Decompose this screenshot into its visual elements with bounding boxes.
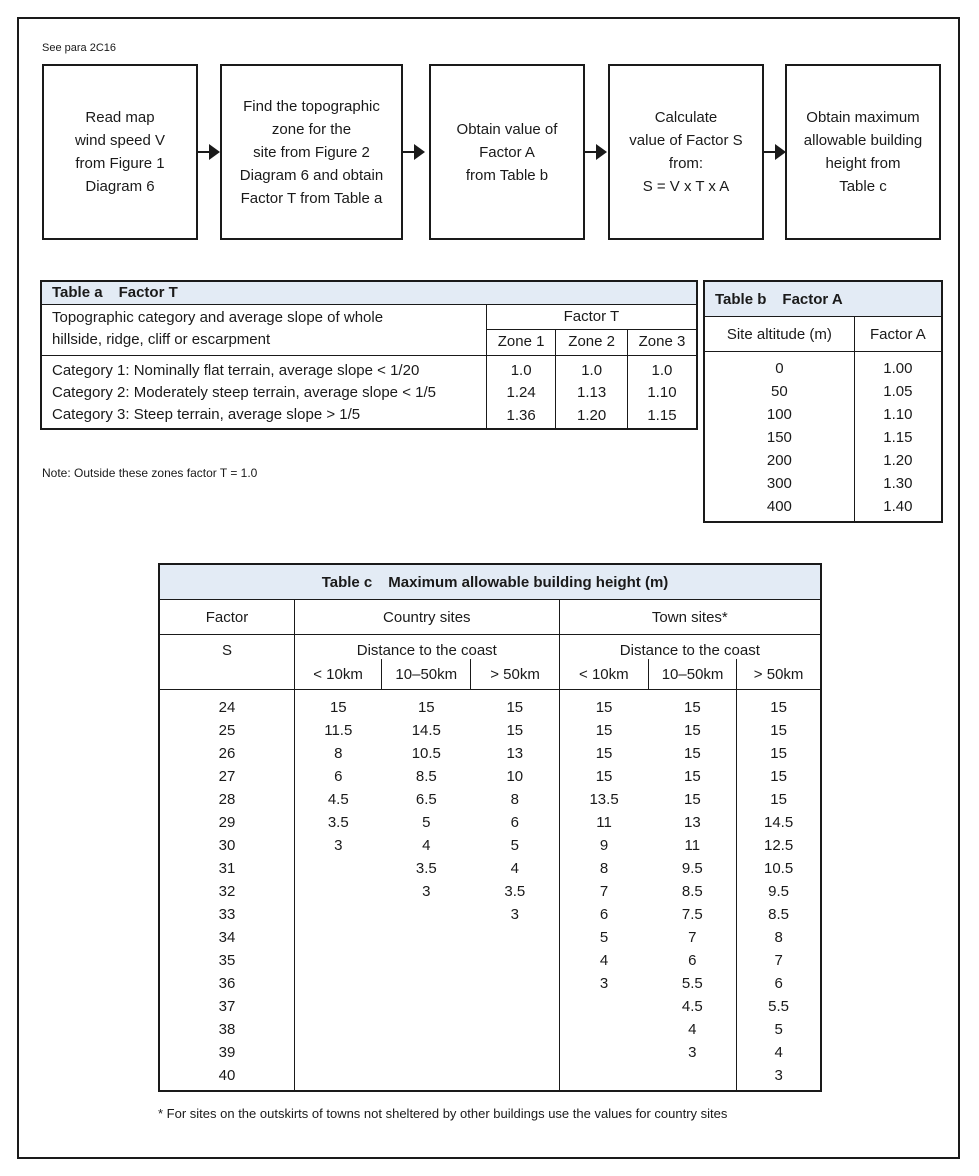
height-cell — [471, 995, 559, 1018]
factor-s-cell: 39 — [159, 1041, 294, 1064]
table-row — [159, 880, 821, 903]
height-cell — [471, 1041, 559, 1064]
height-cell: 15 — [648, 719, 736, 742]
height-cell: 6 — [471, 811, 559, 834]
table-c-country-head: Country sites — [294, 600, 559, 635]
factor-a-cell: 1.00 — [883, 360, 913, 377]
table-row — [159, 742, 821, 765]
factor-s-cell: 34 — [159, 926, 294, 949]
height-cell: 14.5 — [764, 814, 794, 831]
table-c-band-head: < 10km — [559, 659, 648, 690]
height-cell: 15 — [770, 745, 787, 762]
flow-step-line: from Table b — [465, 166, 549, 184]
table-row — [159, 719, 821, 742]
table-a-zone-head: Zone 1 — [486, 329, 556, 356]
flow-step-line: from Figure 1 — [75, 155, 165, 172]
table-c-max-height — [158, 563, 822, 1092]
table-b-title: Factor A — [782, 290, 843, 308]
height-cell: 8 — [334, 745, 343, 762]
factor-s-cell: 33 — [159, 903, 294, 926]
height-cell: 8.5 — [768, 906, 790, 923]
table-a-value: 1.0 — [651, 362, 673, 379]
table-c-label: Table c — [321, 573, 373, 591]
table-row — [159, 949, 821, 972]
height-cell — [294, 903, 381, 926]
table-a-value: 1.24 — [486, 382, 556, 404]
height-cell — [382, 1064, 471, 1091]
site-altitude-cell: 300 — [704, 472, 854, 495]
flow-step-box — [429, 64, 585, 240]
height-cell: 6 — [774, 975, 783, 992]
arrow-right-icon — [585, 144, 607, 160]
table-b-label: Table b — [715, 290, 767, 308]
table-row — [41, 356, 697, 383]
table-c-title: Maximum allowable building height (m) — [388, 573, 669, 591]
table-row — [159, 857, 821, 880]
factor-s-cell: 27 — [159, 765, 294, 788]
height-cell: 9.5 — [768, 883, 790, 900]
table-c-s-head: S — [159, 635, 294, 660]
flow-step-box — [42, 64, 198, 240]
factor-a-cell: 1.05 — [883, 383, 913, 400]
table-a-value: 1.13 — [556, 382, 628, 404]
height-cell: 3.5 — [415, 860, 437, 877]
height-cell: 5 — [774, 1021, 783, 1038]
height-cell: 13 — [648, 811, 736, 834]
flow-step-line: site from Figure 2 — [253, 143, 370, 161]
height-cell: 8 — [599, 860, 609, 877]
table-b-col-altitude: Site altitude (m) — [704, 317, 854, 352]
factor-s-cell: 31 — [159, 857, 294, 880]
flow-step-box — [220, 64, 403, 240]
factor-s-cell: 26 — [159, 742, 294, 765]
height-cell: 3 — [422, 883, 431, 900]
table-a-desc: Category 3: Steep terrain, average slope > 1/5 — [41, 404, 486, 429]
table-b-col-factor: Factor A — [854, 317, 942, 352]
flow-step-line: from: — [668, 155, 704, 172]
height-cell: 15 — [595, 745, 613, 762]
table-a-header — [41, 281, 697, 305]
table-c-town-distance: Distance to the coast — [619, 642, 760, 659]
factor-a-cell: 1.10 — [883, 406, 913, 423]
height-cell: 6 — [648, 949, 736, 972]
table-row — [159, 765, 821, 788]
factor-s-cell: 29 — [159, 811, 294, 834]
flow-step-line: Diagram 6 — [85, 178, 155, 195]
height-cell: 5.5 — [768, 998, 790, 1015]
height-cell — [559, 995, 648, 1018]
flow-step-line: height from — [825, 155, 901, 172]
height-cell — [294, 949, 381, 972]
table-a-desc: Category 2: Moderately steep terrain, average slope < 1/5 — [41, 382, 486, 404]
height-cell: 3.5 — [327, 814, 349, 831]
height-cell: 9 — [599, 837, 609, 854]
height-cell: 15 — [595, 699, 613, 716]
height-cell: 3 — [599, 975, 609, 992]
height-cell — [382, 1041, 471, 1064]
table-c-town-head: Town sites* — [559, 600, 821, 635]
height-cell: 15 — [648, 765, 736, 788]
factor-s-cell: 32 — [159, 880, 294, 903]
table-a-zone-head: Zone 2 — [556, 329, 628, 356]
factor-s-cell: 37 — [159, 995, 294, 1018]
height-cell — [471, 972, 559, 995]
height-cell — [471, 949, 559, 972]
height-cell: 15 — [648, 742, 736, 765]
table-b-header — [704, 281, 942, 317]
factor-s-cell: 35 — [159, 949, 294, 972]
height-cell: 8 — [471, 788, 559, 811]
factor-s-cell: 28 — [159, 788, 294, 811]
flow-step-line: Diagram 6 and obtain — [239, 166, 384, 184]
table-a-value: 1.0 — [486, 356, 556, 383]
table-a-value: 1.20 — [556, 404, 628, 429]
table-a-label: Table a — [52, 284, 103, 301]
height-cell — [382, 903, 471, 926]
height-cell — [471, 1064, 559, 1091]
table-row — [159, 972, 821, 995]
height-cell: 13 — [471, 742, 559, 765]
table-row — [704, 403, 942, 426]
flow-step-box — [608, 64, 764, 240]
height-cell: 5 — [422, 814, 431, 831]
height-cell: 3 — [648, 1041, 736, 1064]
flow-step-line: Read map — [85, 109, 155, 126]
height-cell: 12.5 — [764, 837, 794, 854]
table-a-desc: Category 1: Nominally flat terrain, average slope < 1/20 — [41, 356, 486, 383]
table-row — [159, 1018, 821, 1041]
height-cell: 13.5 — [589, 791, 619, 808]
factor-a-cell: 1.15 — [883, 429, 913, 446]
height-cell: 15 — [770, 699, 787, 716]
height-cell — [294, 880, 381, 903]
flow-step-line: zone for the — [271, 120, 352, 138]
height-cell: 15 — [595, 722, 613, 739]
height-cell: 15 — [770, 791, 787, 808]
table-row — [41, 382, 697, 404]
height-cell — [382, 926, 471, 949]
table-row — [704, 352, 942, 381]
table-c-footnote: * For sites on the outskirts of towns not sheltered by other buildings use the values for country sites — [158, 1106, 728, 1121]
factor-s-cell: 25 — [159, 719, 294, 742]
height-cell: 15 — [329, 699, 347, 716]
height-cell: 7.5 — [648, 903, 736, 926]
table-a-value: 1.15 — [647, 407, 677, 424]
table-row — [704, 495, 942, 522]
table-a-value: 1.0 — [556, 356, 628, 383]
height-cell: 6.5 — [415, 791, 437, 808]
table-row — [159, 903, 821, 926]
height-cell: 15 — [770, 768, 787, 785]
height-cell — [471, 1018, 559, 1041]
site-altitude-cell: 0 — [704, 352, 854, 381]
height-cell: 14.5 — [411, 722, 441, 739]
height-cell — [559, 1064, 648, 1091]
table-row — [159, 788, 821, 811]
height-cell: 15 — [471, 719, 559, 742]
table-c-band-head: > 50km — [471, 659, 559, 690]
table-a-value: 1.10 — [647, 384, 677, 401]
table-a-zone-head: Zone 3 — [627, 329, 697, 356]
factor-a-cell: 1.30 — [883, 475, 913, 492]
height-cell: 3 — [471, 903, 559, 926]
table-row — [704, 472, 942, 495]
flow-step-line: Factor T from Table a — [240, 189, 383, 207]
height-cell — [294, 1018, 381, 1041]
height-cell: 8.5 — [415, 768, 437, 785]
table-a-title: Factor T — [118, 284, 178, 301]
height-cell — [471, 926, 559, 949]
height-cell — [648, 1064, 736, 1091]
height-cell: 15 — [648, 690, 736, 720]
height-cell: 15 — [595, 768, 613, 785]
table-row — [159, 811, 821, 834]
height-cell — [294, 926, 381, 949]
site-altitude-cell: 50 — [704, 380, 854, 403]
table-c-band-head: 10–50km — [382, 659, 471, 690]
height-cell — [294, 995, 381, 1018]
site-altitude-cell: 400 — [704, 495, 854, 522]
table-a-factor-head: Factor T — [563, 307, 620, 325]
table-a-head-line1: Topographic category and average slope of whole — [41, 305, 486, 330]
flow-step-line: S = V x T x A — [642, 178, 730, 195]
table-row — [159, 995, 821, 1018]
factor-s-cell: 24 — [159, 690, 294, 720]
table-a-head-line2: hillside, ridge, cliff or escarpment — [41, 329, 486, 356]
height-cell: 11 — [648, 834, 736, 857]
table-a-note: Note: Outside these zones factor T = 1.0 — [42, 466, 258, 480]
height-cell: 4.5 — [327, 791, 349, 808]
table-row — [159, 1041, 821, 1064]
height-cell: 11 — [596, 814, 612, 831]
factor-s-cell: 38 — [159, 1018, 294, 1041]
factor-s-cell: 36 — [159, 972, 294, 995]
table-row — [159, 1064, 821, 1091]
flow-step-line: Table c — [839, 178, 887, 195]
table-c-band-head: < 10km — [294, 659, 381, 690]
height-cell: 8 — [774, 929, 783, 946]
table-row — [159, 834, 821, 857]
table-c-country-distance: Distance to the coast — [294, 635, 559, 660]
height-cell: 9.5 — [648, 857, 736, 880]
table-row — [159, 690, 821, 720]
height-cell: 7 — [599, 883, 609, 900]
height-cell: 11.5 — [324, 722, 353, 739]
see-para-reference: See para 2C16 — [42, 42, 116, 54]
height-cell: 7 — [774, 952, 783, 969]
table-a-factor-t — [40, 280, 698, 430]
site-altitude-cell: 100 — [704, 403, 854, 426]
height-cell: 3 — [774, 1067, 783, 1084]
flow-step-line: wind speed V — [74, 132, 166, 149]
table-a-value: 1.36 — [486, 404, 556, 429]
table-row — [704, 380, 942, 403]
factor-a-cell: 1.40 — [883, 498, 913, 515]
height-cell: 4 — [774, 1044, 783, 1061]
height-cell: 4 — [422, 837, 431, 854]
height-cell: 3 — [334, 837, 343, 854]
arrow-right-icon — [403, 144, 425, 160]
flow-step-line: allowable building — [803, 132, 923, 149]
table-row — [159, 926, 821, 949]
height-cell: 15 — [648, 788, 736, 811]
height-cell — [382, 995, 471, 1018]
table-row — [704, 449, 942, 472]
factor-a-cell: 1.20 — [883, 452, 913, 469]
height-cell: 5.5 — [648, 972, 736, 995]
height-cell: 5 — [471, 834, 559, 857]
height-cell: 4 — [648, 1018, 736, 1041]
flow-step-line: Obtain value of — [456, 120, 558, 138]
site-altitude-cell: 200 — [704, 449, 854, 472]
height-cell — [294, 1064, 381, 1091]
height-cell: 4 — [471, 857, 559, 880]
height-cell — [294, 972, 381, 995]
factor-s-cell: 40 — [159, 1064, 294, 1091]
height-cell — [294, 1041, 381, 1064]
height-cell: 15 — [417, 699, 435, 716]
height-cell — [382, 972, 471, 995]
height-cell — [382, 1018, 471, 1041]
flow-step-line: Calculate — [654, 109, 718, 126]
site-altitude-cell: 150 — [704, 426, 854, 449]
height-cell: 6 — [599, 906, 609, 923]
table-row — [704, 426, 942, 449]
flow-step-box — [785, 64, 941, 240]
arrow-right-icon — [764, 144, 786, 160]
height-cell: 6 — [334, 768, 343, 785]
height-cell: 4.5 — [648, 995, 736, 1018]
flow-step-line: Factor A — [479, 143, 535, 161]
table-c-band-head: 10–50km — [648, 659, 736, 690]
height-cell: 4 — [599, 952, 609, 969]
flow-step-line: Obtain maximum — [806, 109, 920, 126]
height-cell: 10.5 — [764, 860, 794, 877]
height-cell: 3.5 — [471, 880, 559, 903]
arrow-right-icon — [198, 144, 220, 160]
height-cell — [559, 1018, 648, 1041]
flow-step-line: value of Factor S — [629, 132, 743, 149]
height-cell — [559, 1041, 648, 1064]
height-cell: 8.5 — [648, 880, 736, 903]
table-b-factor-a — [703, 280, 943, 523]
height-cell: 10.5 — [411, 745, 441, 762]
table-c-band-head: > 50km — [737, 659, 821, 690]
height-cell: 7 — [648, 926, 736, 949]
height-cell: 10 — [471, 765, 559, 788]
flow-step-line: Find the topographic — [243, 97, 380, 115]
height-cell — [382, 949, 471, 972]
table-row — [41, 404, 697, 429]
height-cell — [294, 857, 381, 880]
table-c-header — [159, 564, 821, 600]
height-cell: 15 — [471, 690, 559, 720]
height-cell: 5 — [599, 929, 609, 946]
table-c-factor-head: Factor — [159, 600, 294, 635]
height-cell: 15 — [770, 722, 787, 739]
factor-s-cell: 30 — [159, 834, 294, 857]
